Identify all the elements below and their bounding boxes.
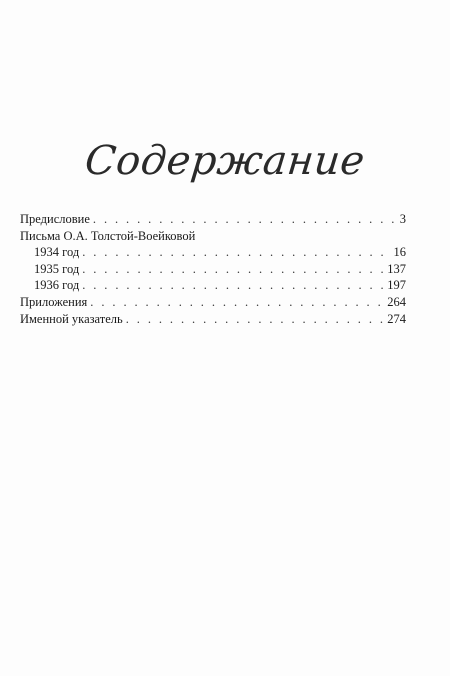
toc-entry-label: 1934 год bbox=[34, 245, 80, 260]
toc-entry-1935 bbox=[20, 261, 406, 278]
toc-entry-name-index bbox=[20, 311, 406, 328]
toc-entry-label: Именной указатель bbox=[20, 311, 123, 326]
toc-entry-page: 274 bbox=[387, 311, 406, 326]
dot-leader bbox=[90, 294, 384, 311]
toc-entry-label: Приложения bbox=[20, 294, 88, 309]
dot-leader bbox=[82, 277, 384, 294]
toc-entry-page: 264 bbox=[387, 294, 406, 309]
dot-leader bbox=[93, 211, 397, 228]
toc-entry-page: 16 bbox=[393, 245, 406, 260]
toc-section-letters bbox=[20, 228, 406, 245]
dot-leader bbox=[126, 311, 385, 328]
page-title: Содержание bbox=[82, 138, 368, 184]
toc-entry-page: 137 bbox=[387, 261, 406, 276]
toc-entry-label: 1935 год bbox=[34, 261, 80, 276]
dot-leader bbox=[82, 261, 384, 278]
toc-entry-label: Предисловие bbox=[20, 212, 90, 226]
toc-entry-label: 1936 год bbox=[34, 278, 80, 293]
toc-entry-page: 197 bbox=[387, 278, 406, 293]
toc-entry-preface bbox=[20, 211, 406, 228]
toc-entry-1936 bbox=[20, 277, 406, 294]
toc-entry-page: 3 bbox=[399, 212, 406, 226]
table-of-contents bbox=[20, 211, 406, 327]
dot-leader bbox=[82, 244, 390, 261]
toc-section-label: Письма О.А. Толстой-Воейковой bbox=[20, 228, 196, 243]
toc-entry-1934 bbox=[20, 244, 406, 261]
toc-entry-appendices bbox=[20, 294, 406, 311]
